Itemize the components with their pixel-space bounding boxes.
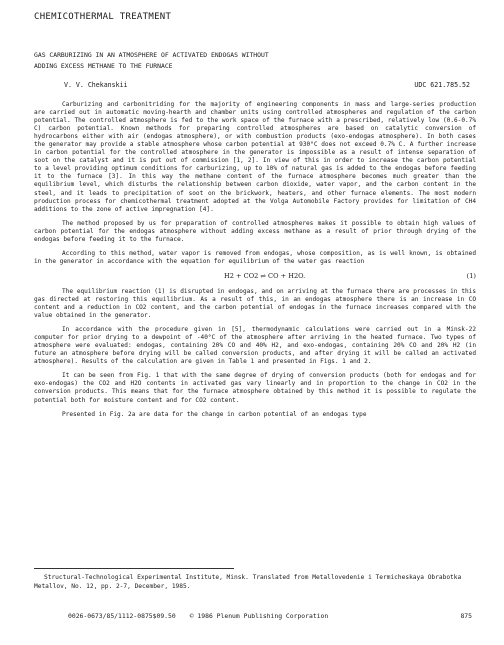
paragraph-6: It can be seen from Fig. 1 that with the same degree of drying of conversion products (both for endogas and for exo-endogas) the CO2 and H2O contents in activated gas vary linearly and in proportion to the change in CO2 in the conversion products. This means that for the furnace atmosphere obtained by this method it is possible to regulate the potential both for moisture content and for CO2 content. <box>34 372 476 404</box>
udc-code: UDC 621.785.52 <box>414 81 470 89</box>
paragraph-7: Presented in Fig. 2a are data for the change in carbon potential of an endogas type <box>62 410 367 418</box>
author-row <box>64 81 470 89</box>
page-footer <box>68 612 472 620</box>
paragraph-1: Carburizing and carbonitriding for the majority of engineering components in mass and large-series production are carried out in automatic moving-hearth and chamber units using controlled atmospheres and regulation of the carbon potential. The controlled atmosphere is fed to the work space of the furnace with a prescribed, relatively low (0.6-0.7% C) carbon potential. Known methods for preparing controlled atmospheres are based on catalytic conversion of hydrocarbons either with air (endogas atmosphere), or with combustion products (exo-endogas atmosphere). In both cases the generator may provide a stable atmosphere whose carbon potential at 930°C does not exceed 0.7% C. A further increase in carbon potential for the controlled atmosphere in the generator is impossible as a result of intense separation of soot on the catalyst and it is put out of commission [1, 2]. In view of this in order to increase the carbon potential to a level providing optimum conditions for carburizing, up to 10% of natural gas is added to the endogas before feeding it to the furnace [3]. In this way the methane content of the furnace atmosphere becomes much greater than the equilibrium level, which disturbs the relationship between carbon dioxide, water vapor, and the carbon content in the steel, and it leads to precipitation of soot on the brickwork, heaters, and other furnace elements. The most modern production process for chemicothermal treatment adopted at the Volga Automobile Factory provides for limitation of CH4 additions to the zone of active impregnation [4]. <box>34 101 476 213</box>
footnote: Structural-Technological Experimental Institute, Minsk. Translated from Metallovedenie i Termicheskaya Obrabotka Metallov, No. 12, pp. 2-7, December, 1985. <box>34 574 462 590</box>
article-title <box>34 50 478 71</box>
article-title-line-1: GAS CARBURIZING IN AN ATMOSPHERE OF ACTIVATED ENDOGAS WITHOUT <box>34 51 269 59</box>
article-body <box>34 101 476 419</box>
issn-code: 0026-0673/85/1112-0875$09.50 <box>68 612 176 620</box>
paragraph-4: The equilibrium reaction (1) is disrupted in endogas, and on arriving at the furnace there are processes in this gas directed at restoring this equilibrium. As a result of this, in an endogas atmosphere there is an increase in CO content and a reduction in CO2 content, and the carbon potential of endogas in the furnace increases compared with the value obtained in the generator. <box>34 287 476 320</box>
copyright-notice: © 1986 Plenum Publishing Corporation <box>189 612 329 620</box>
equation-expression: H2 + CO2 ⇌ CO + H2O. <box>224 271 306 280</box>
paragraph-3: According to this method, water vapor is removed from endogas, whose composition, as is well known, is obtained in the generator in accordance with the equation for equilibrium of the water gas reaction <box>34 249 476 265</box>
paragraph-2: The method proposed by us for preparation of controlled atmospheres makes it possible to obtain high values of carbon potential for the endogas atmosphere without adding excess methane as a result of prior through drying of the endogas before feeding it to the furnace. <box>34 219 476 243</box>
page-number: 875 <box>460 612 472 620</box>
author-name: V. V. Chekanskii <box>64 81 128 89</box>
equation-1 <box>34 272 476 280</box>
running-header: CHEMICOTHERMAL TREATMENT <box>34 12 172 22</box>
paragraph-5: In accordance with the procedure given in [5], thermodynamic calculations were carried out in a Minsk-22 computer for prior drying to a dewpoint of -40°C of the atmosphere after arriving in the heated furnace. Two types of atmosphere were evaluated: endogas, containing 20% CO and 40% H2, and exo-endogas, containing 20% CO and 20% H2 (in future an atmosphere before drying will be called conversion products, and after drying it will be called an activated atmosphere). Results of the calculation are given in Table 1 and presented in Figs. 1 and 2. <box>34 326 476 366</box>
article-title-line-2: ADDING EXCESS METHANE TO THE FURNACE <box>34 61 173 70</box>
footnote-divider <box>34 568 234 569</box>
equation-number: (1) <box>466 271 476 280</box>
